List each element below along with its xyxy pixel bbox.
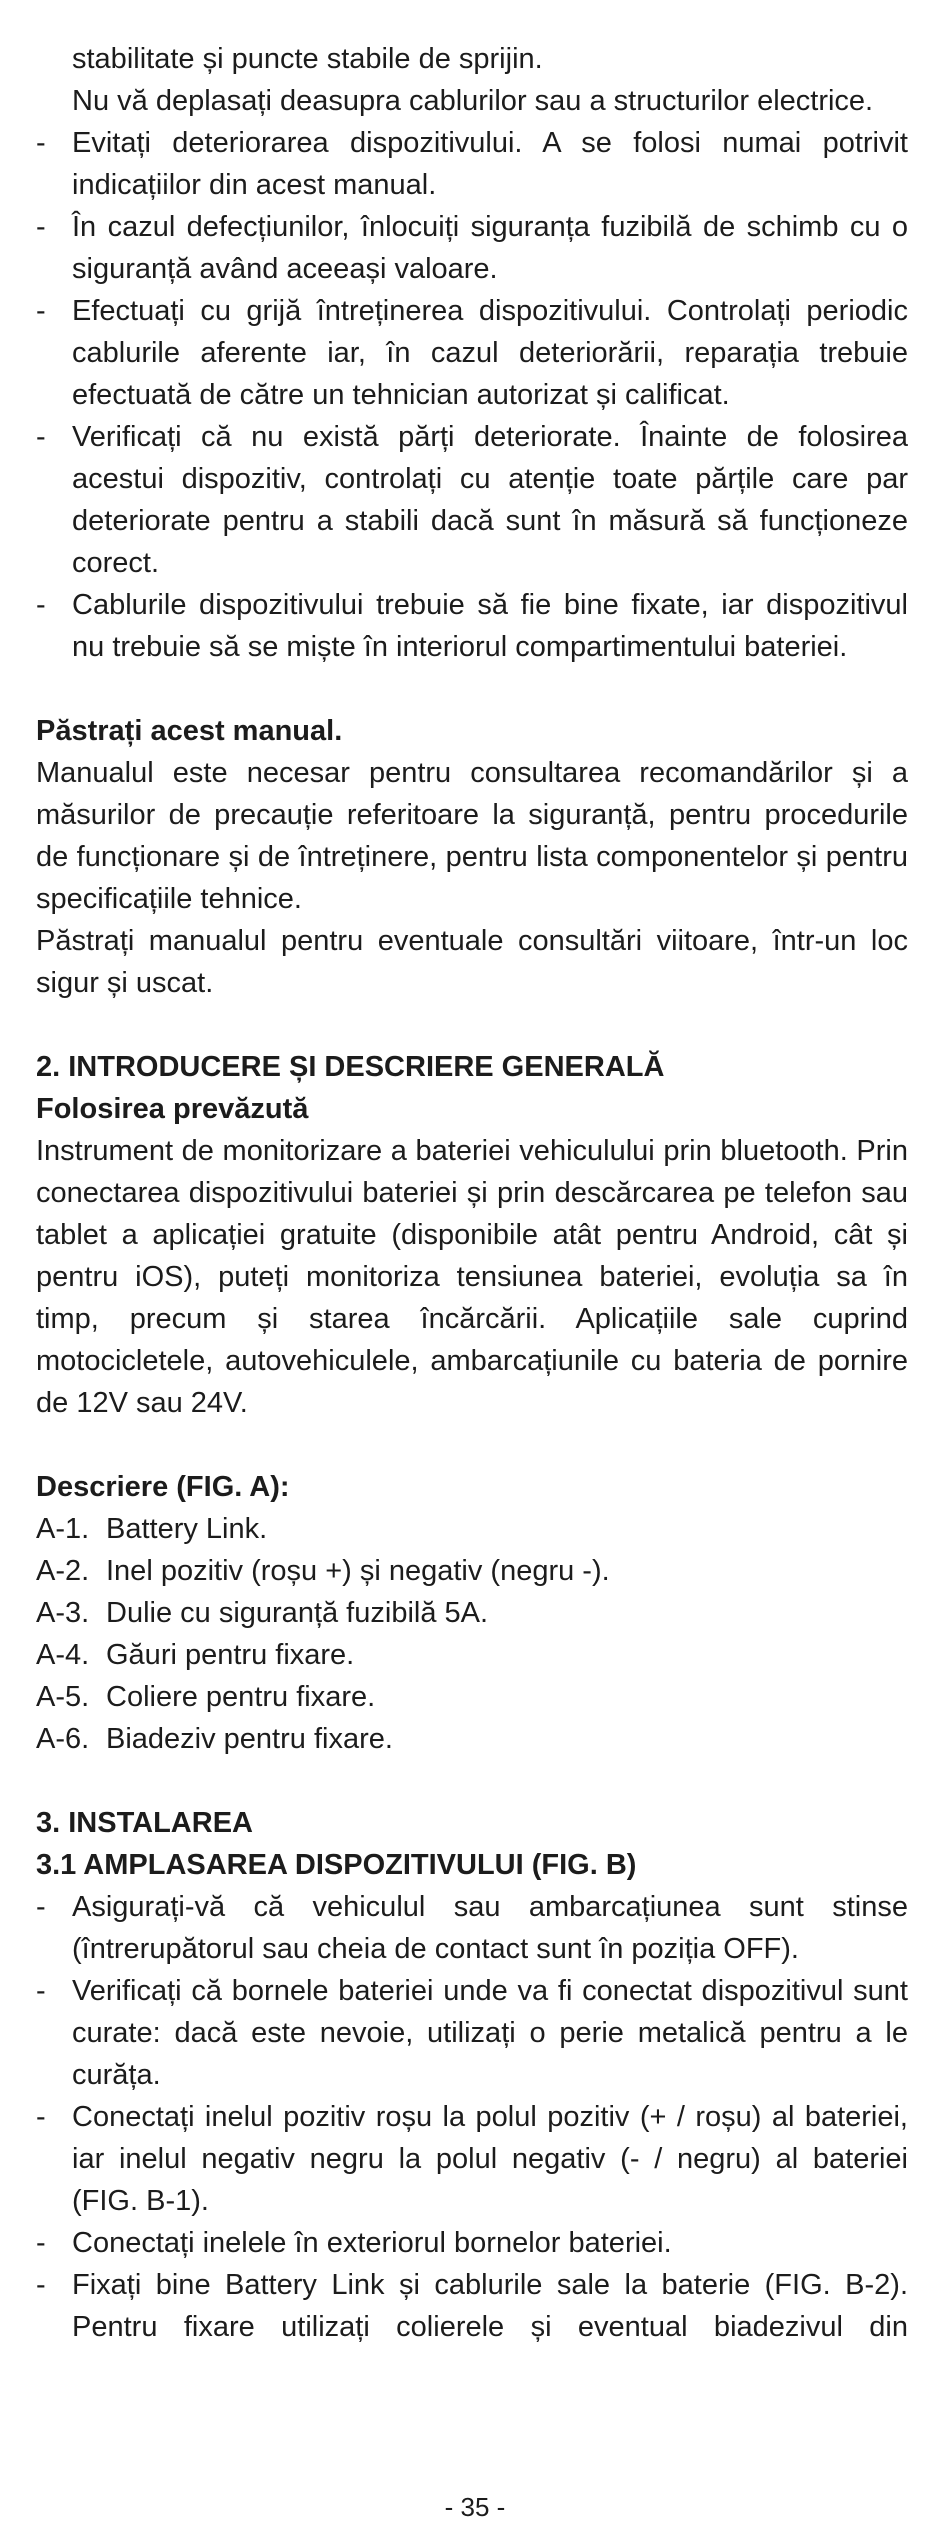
bullet-dash: - — [36, 1891, 46, 1923]
item-code: A-3. — [36, 1597, 90, 1629]
keep-manual-paragraph: Manualul este necesar pentru consultarea recomandărilor și a măsurilor de precauție referitoare la siguranță, pentru procedurile de funcționare și de întreținere, pentru lista componentelor și pentru specificațiile tehnice. — [36, 757, 908, 915]
intro-line: stabilitate și puncte stabile de sprijin. — [72, 43, 543, 75]
spacer — [36, 668, 908, 710]
list-item — [36, 416, 908, 584]
item-code: A-4. — [36, 1639, 90, 1671]
list-item — [36, 2096, 908, 2222]
list-item-text: În cazul defecțiunilor, înlocuiți siguranța fuzibilă de schimb cu o siguranță având aceeași valoare. — [72, 211, 908, 285]
manual-page — [36, 38, 908, 2348]
list-item — [36, 206, 908, 290]
list-item — [36, 1970, 908, 2096]
list-item-text: Conectați inelul pozitiv roșu la polul pozitiv (+ / roșu) al bateriei, iar inelul negativ negru la polul negativ (- / negru) al bateriei (FIG. B-1). — [72, 2101, 908, 2217]
item-text: Găuri pentru fixare. — [106, 1639, 355, 1671]
section-subheading: Folosirea prevăzută — [36, 1093, 309, 1125]
bullet-dash: - — [36, 295, 46, 327]
list-item — [36, 1886, 908, 1970]
item-text: Coliere pentru fixare. — [106, 1681, 376, 1713]
list-item-text: Efectuați cu grijă întreținerea dispozitivului. Controlați periodic cablurile aferente iar, în cazul deteriorării, reparația trebuie efectuată de către un tehnician autorizat și calificat. — [72, 295, 908, 411]
description-item — [36, 1718, 908, 1760]
bullet-dash: - — [36, 127, 46, 159]
bullet-dash: - — [36, 1975, 46, 2007]
section-heading: 2. INTRODUCERE ȘI DESCRIERE GENERALĂ — [36, 1051, 665, 1083]
list-item — [36, 584, 908, 668]
spacer — [36, 1760, 908, 1802]
list-item-text: Cablurile dispozitivului trebuie să fie bine fixate, iar dispozitivul nu trebuie să se miște în interiorul compartimentului bateriei. — [72, 589, 908, 663]
list-item-text: Verificați că bornele bateriei unde va fi conectat dispozitivul sunt curate: dacă este nevoie, utilizați o perie metalică pentru a le curăța. — [72, 1975, 908, 2091]
bullet-dash: - — [36, 2101, 46, 2133]
intro-line: Nu vă deplasați deasupra cablurilor sau a structurilor electrice. — [72, 85, 874, 117]
bullet-dash: - — [36, 589, 46, 621]
list-item — [36, 2222, 908, 2264]
item-code: A-6. — [36, 1723, 90, 1755]
installation-list — [36, 1886, 908, 2348]
item-text: Biadeziv pentru fixare. — [106, 1723, 393, 1755]
list-item — [36, 290, 908, 416]
list-item-text: Fixați bine Battery Link și cablurile sale la baterie (FIG. B-2). Pentru fixare utilizați colierele și eventual biadezivul din — [72, 2269, 908, 2343]
spacer — [36, 1424, 908, 1466]
list-item-text: Evitați deteriorarea dispozitivului. A se folosi numai potrivit indicațiilor din acest manual. — [72, 127, 908, 201]
bullet-dash: - — [36, 421, 46, 453]
list-item — [36, 2264, 908, 2348]
list-item — [36, 122, 908, 206]
list-item-text: Asigurați-vă că vehiculul sau ambarcațiunea sunt stinse (întrerupătorul sau cheia de contact sunt în poziția OFF). — [72, 1891, 908, 1965]
description-item — [36, 1550, 908, 1592]
intended-use-paragraph: Instrument de monitorizare a bateriei vehiculului prin bluetooth. Prin conectarea dispozitivului bateriei și prin descărcarea pe telefon sau tablet a aplicației gratuite (disponibile atât pentru Android, cât și pentru iOS), puteți monitoriza tensiunea bateriei, evoluția sa în timp, precum și starea încărcării. Aplicațiile sale cuprind motocicletele, autovehiculele, ambarcațiunile cu bateria de pornire de 12V sau 24V. — [36, 1135, 908, 1419]
safety-list — [36, 122, 908, 668]
section-subheading: 3.1 AMPLASAREA DISPOZITIVULUI (FIG. B) — [36, 1849, 637, 1881]
section-heading: 3. INSTALAREA — [36, 1807, 253, 1839]
keep-manual-paragraph: Păstrați manualul pentru eventuale consultări viitoare, într-un loc sigur și uscat. — [36, 925, 908, 999]
description-list — [36, 1508, 908, 1760]
spacer — [36, 1004, 908, 1046]
list-item-text: Conectați inelele în exteriorul bornelor bateriei. — [72, 2227, 672, 2259]
item-text: Dulie cu siguranță fuzibilă 5A. — [106, 1597, 489, 1629]
item-code: A-1. — [36, 1513, 90, 1545]
item-text: Inel pozitiv (roșu +) și negativ (negru -). — [106, 1555, 610, 1587]
description-item — [36, 1508, 908, 1550]
page-number: - 35 - — [444, 2492, 506, 2522]
bullet-dash: - — [36, 2227, 46, 2259]
item-text: Battery Link. — [106, 1513, 268, 1545]
keep-manual-heading: Păstrați acest manual. — [36, 715, 343, 747]
bullet-dash: - — [36, 2269, 46, 2301]
bullet-dash: - — [36, 211, 46, 243]
item-code: A-5. — [36, 1681, 90, 1713]
description-item — [36, 1634, 908, 1676]
description-heading: Descriere (FIG. A): — [36, 1471, 290, 1503]
description-item — [36, 1592, 908, 1634]
item-code: A-2. — [36, 1555, 90, 1587]
list-item-text: Verificați că nu există părți deteriorate. Înainte de folosirea acestui dispozitiv, controlați cu atenție toate părțile care par deteriorate pentru a stabili dacă sunt în măsură să funcționeze corect. — [72, 421, 908, 579]
description-item — [36, 1676, 908, 1718]
